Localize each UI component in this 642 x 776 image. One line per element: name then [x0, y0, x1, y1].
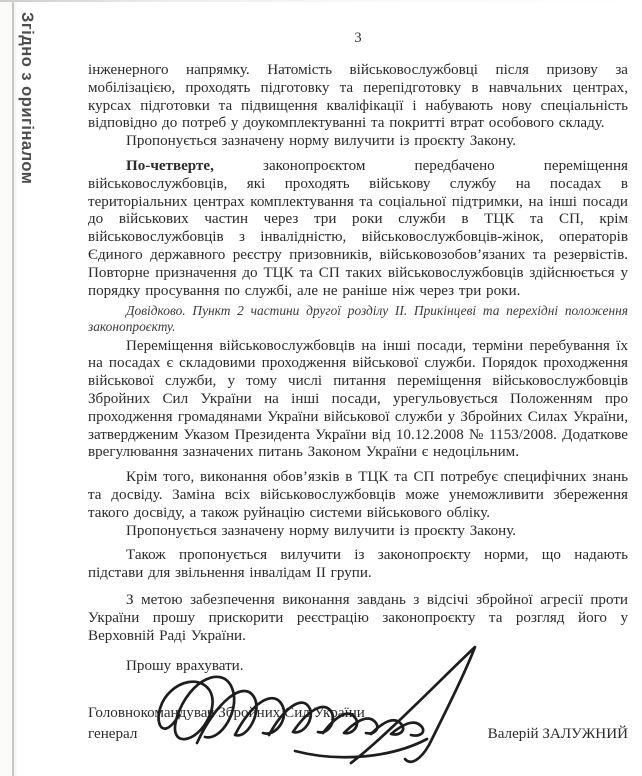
body-paragraph-proposal-2: Пропонується зазначену норму вилучити із проєкту Закону. — [126, 522, 517, 539]
signer-position-line1: Головнокомандувач Збройних Сил України — [88, 705, 365, 722]
body-paragraph-relocation: Переміщення військовослужбовців на інші посади, терміни перебування їх на посадах є складовими проходження військової служби. Порядок проходження військової служби, у тому числі питання переміщення військовослужбовців Збройних Сил України на інші посади, урегульовується Положенням про проходження громадянами України військової служби у Збройних Силах України, затвердженим Указом Президента України від 10.12.2008 № 1153/2008. Додаткове врегулювання зазначених питань Законом України є недоцільним. — [88, 337, 628, 461]
document-body — [88, 30, 628, 745]
reference-note: Довідково. Пункт 2 частини другої розділу II. Прикінцеві та перехідні положення законопроєкту. — [88, 303, 628, 334]
body-paragraph-fourth-point — [88, 158, 628, 300]
paragraph-rest: законопроєктом передбачено переміщення військовослужбовців, які проходять військову службу на посадах в територіальних центрах комплектування та соціальної підтримки, на інші посади до військових частин через три роки служби в ТЦК та СП, крім військовослужбовців з інвалідністю, військовослужбовців-жінок, операторів Єдиного державного реєстру призовників, військовозобов’язаних та резервістів. Повторне призначення до ТЦК та СП таких військовослужбовців здійснюється у порядку просування по службі, але не раніше ніж через три роки. — [88, 157, 628, 299]
page-number: 3 — [354, 30, 362, 46]
body-paragraph-registration-request: З метою забезпечення виконання завдань з відсічі збройної агресії проти України прошу прискорити реєстрацію законопроєкту та розгляд його у Верховній Раді України. — [88, 591, 628, 644]
body-paragraph-proposal-1: Пропонується зазначену норму вилучити із проєкту Закону. — [126, 133, 517, 150]
certification-stamp: Згідно з оригіналом — [18, 12, 36, 185]
page-edge-line — [0, 0, 14, 776]
page-top-edge — [0, 0, 642, 2]
signature-block — [88, 703, 628, 745]
body-paragraph-closing: Прошу врахувати. — [126, 658, 244, 675]
signer-name: Валерій ЗАЛУЖНИЙ — [487, 726, 628, 743]
body-paragraph-disability-norms: Також пропонується вилучити із законопроєкту норми, що надають підстави для звільнення інвалідам II групи. — [88, 547, 628, 582]
body-paragraph-experience: Крім того, виконання обов’язків в ТЦК та СП потребує специфічних знань та досвіду. Заміна всіх військовослужбовців може унеможливити збереження такого досвіду, а також руйнацію системи військового обліку. — [88, 469, 628, 521]
body-paragraph-continuation: інженерного напрямку. Натомість військовослужбовці після призову за мобілізацією, проходять підготовку та перепідготовку в навчальних центрах, курсах підготовки та підвищення кваліфікації і набувають нову спеціальність відповідно до потреб у доукомплектуванні та покритті втрат особового складу. — [88, 62, 628, 132]
signer-position — [88, 703, 365, 745]
signer-rank: генерал — [88, 726, 138, 743]
paragraph-lead-bold: По-четверте, — [126, 157, 214, 174]
